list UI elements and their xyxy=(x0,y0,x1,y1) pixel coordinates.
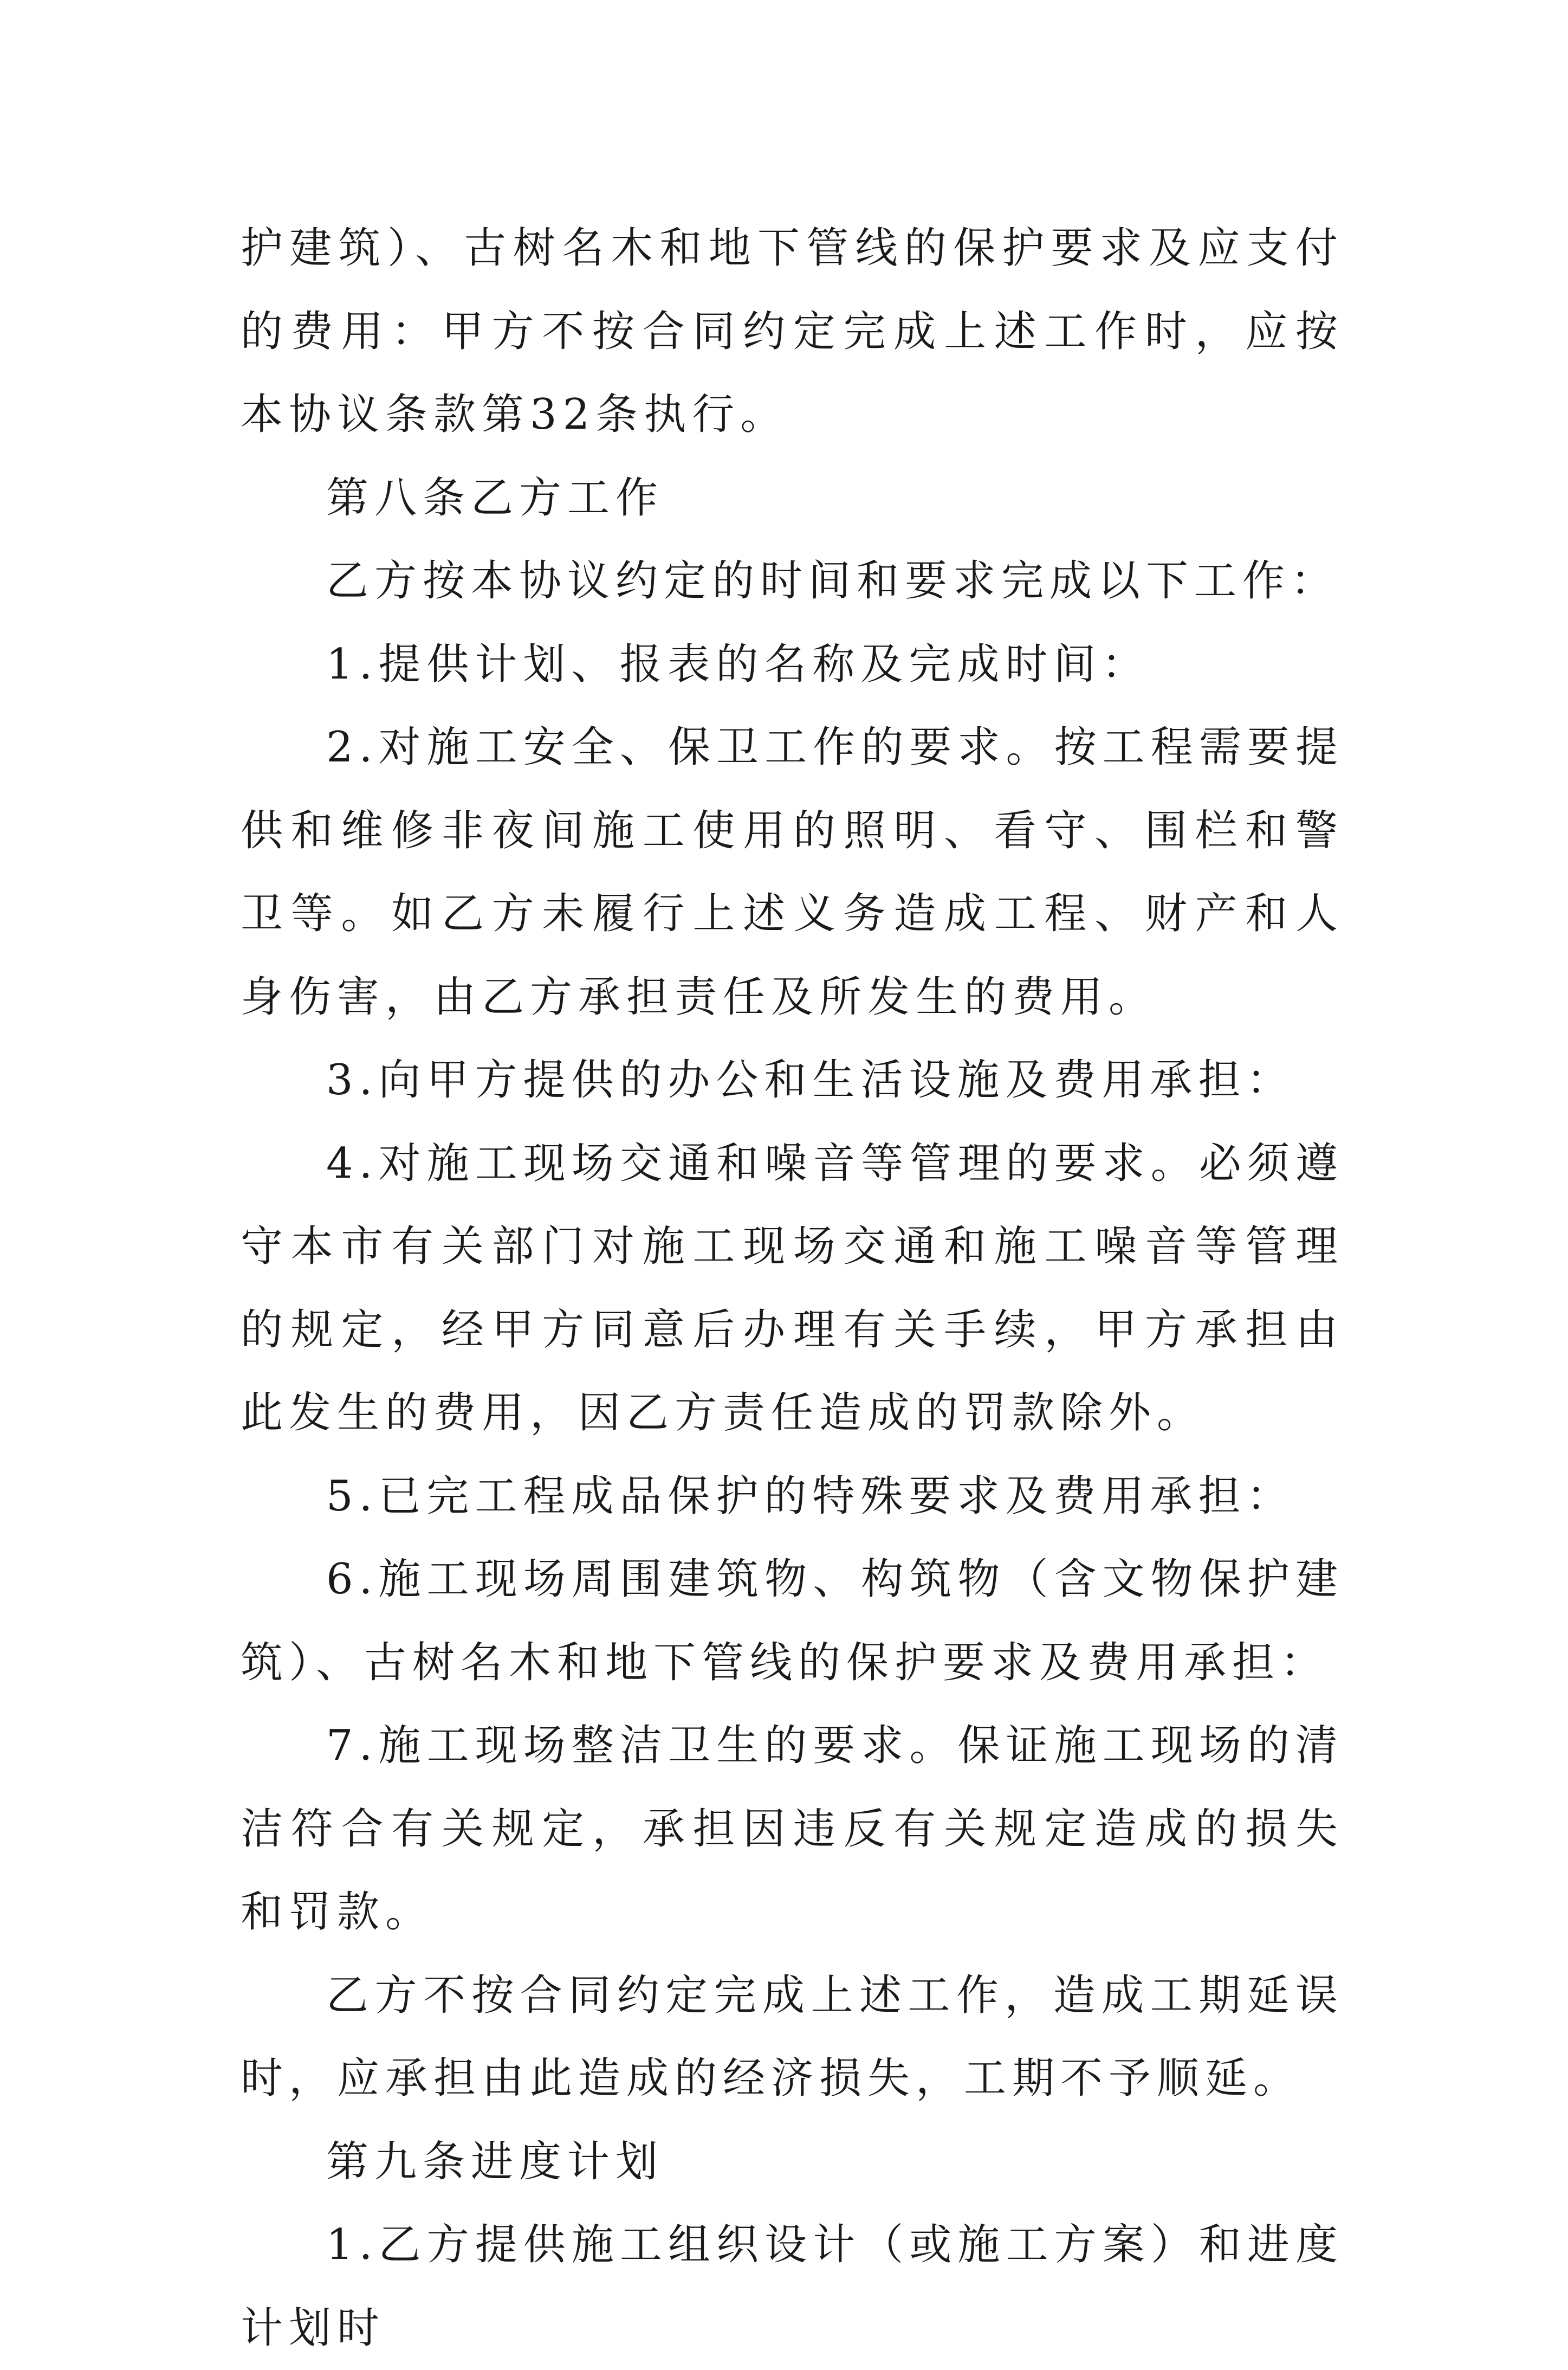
article-8-item-5: 5.已完工程成品保护的特殊要求及费用承担： xyxy=(326,1471,1295,1521)
article-8-heading: 第八条乙方工作 xyxy=(326,473,664,522)
article-8-intro: 乙方按本协议约定的时间和要求完成以下工作： xyxy=(326,557,1339,605)
article-9-item-1: 1.乙方提供施工组织设计（或施工方案）和进度计划时 xyxy=(241,2220,1344,2353)
article-8-item-3: 3.向甲方提供的办公和生活设施及费用承担： xyxy=(326,1056,1295,1105)
article-8-closing: 乙方不按合同约定完成上述工作，造成工期延误时，应承担由此造成的经济损失，工期不予顺延。 xyxy=(241,1971,1344,2103)
article-8-item-1: 1.提供计划、报表的名称及完成时间： xyxy=(326,640,1150,689)
paragraph-continuation: 护建筑）、古树名木和地下管线的保护要求及应支付的费用：甲方不按合同约定完成上述工作时，应按本协议条款第32条执行。 xyxy=(241,224,1344,439)
article-8-item-2: 2.对施工安全、保卫工作的要求。按工程需要提供和维修非夜间施工使用的照明、看守、围栏和警卫等。如乙方未履行上述义务造成工程、财产和人身伤害，由乙方承担责任及所发生的费用。 xyxy=(241,723,1344,1022)
article-8-item-4: 4.对施工现场交通和噪音等管理的要求。必须遵守本市有关部门对施工现场交通和施工噪音等管理的规定，经甲方同意后办理有关手续，甲方承担由此发生的费用，因乙方责任造成的罚款除外。 xyxy=(241,1139,1344,1437)
article-9-heading: 第九条进度计划 xyxy=(326,2137,664,2186)
article-8-item-7: 7.施工现场整洁卫生的要求。保证施工现场的清洁符合有关规定，承担因违反有关规定造成的损失和罚款。 xyxy=(241,1721,1344,1936)
article-8-item-6: 6.施工现场周围建筑物、构筑物（含文物保护建筑）、古树名木和地下管线的保护要求及费用承担： xyxy=(241,1555,1344,1687)
document-body xyxy=(241,207,1344,2370)
